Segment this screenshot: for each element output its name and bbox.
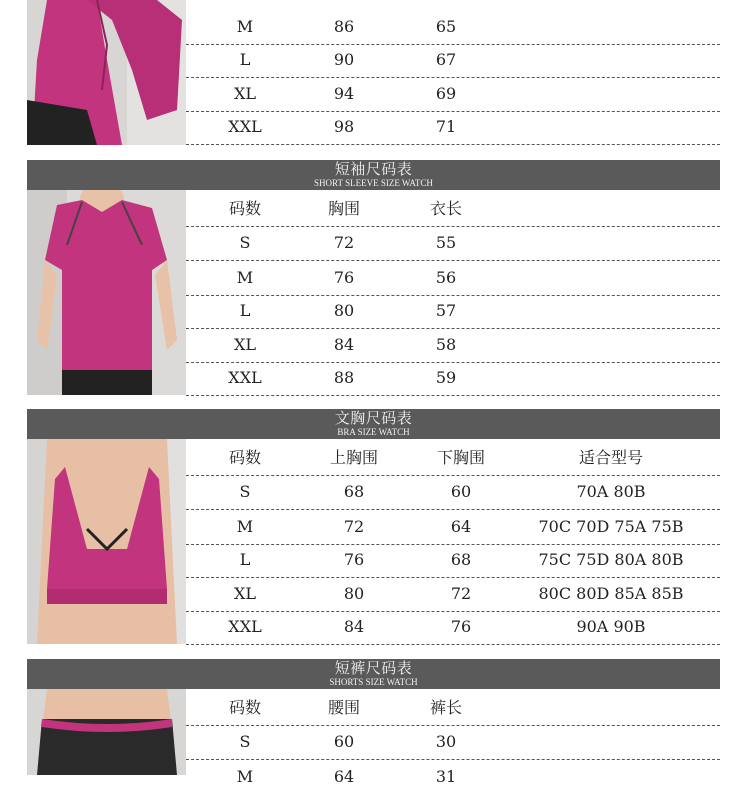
length-cell: 31 [435, 767, 457, 786]
upper-chest-cell: 76 [343, 550, 365, 569]
fit-sizes-cell: 70C 70D 75A 75B [538, 517, 684, 536]
under-chest-cell: 64 [450, 517, 472, 536]
short-sleeve-header [27, 160, 720, 190]
chest-cell: 76 [333, 268, 355, 287]
length-cell: 71 [435, 117, 457, 136]
length-cell: 58 [435, 335, 457, 354]
fit-sizes-cell: 75C 75D 80A 80B [538, 550, 684, 569]
table-row [186, 760, 720, 794]
size-cell: XXL [228, 117, 262, 136]
waist-cell: 64 [333, 767, 355, 786]
size-cell: S [239, 233, 251, 252]
table-row [186, 226, 720, 261]
upper-chest-cell: 72 [343, 517, 365, 536]
bra-photo [27, 439, 186, 644]
size-cell: XXL [228, 617, 262, 636]
upper-chest-cell: 84 [343, 617, 365, 636]
column-header-chest: 胸围 [327, 199, 360, 218]
size-cell: XL [233, 335, 256, 354]
under-chest-cell: 72 [450, 584, 472, 603]
short-sleeve-title: 短袖尺码表 [334, 160, 413, 178]
table-row [186, 294, 720, 329]
chest-cell: 90 [333, 50, 355, 69]
table-row [186, 77, 720, 112]
column-header-size: 码数 [228, 698, 261, 717]
shorts-subtitle: SHORTS SIZE WATCH [329, 677, 418, 687]
size-cell: XL [233, 84, 256, 103]
fit-sizes-cell: 90A 90B [576, 617, 646, 636]
chest-cell: 80 [333, 301, 355, 320]
length-cell: 55 [435, 233, 457, 252]
table-row [186, 43, 720, 78]
table-row [186, 610, 720, 645]
size-cell: XXL [228, 368, 262, 387]
shorts-header [27, 659, 720, 689]
table-row [186, 261, 720, 296]
length-cell: 57 [435, 301, 457, 320]
column-header-waist: 腰围 [327, 698, 360, 717]
length-cell: 65 [435, 17, 457, 36]
table-row [186, 328, 720, 363]
bra-title: 文胸尺码表 [334, 409, 413, 427]
column-header-size: 码数 [228, 448, 261, 467]
size-cell: XL [233, 584, 256, 603]
jacket-photo [27, 0, 186, 145]
size-cell: M [236, 517, 254, 536]
chest-cell: 72 [333, 233, 355, 252]
table-row [186, 361, 720, 396]
fit-sizes-cell: 80C 80D 85A 85B [538, 584, 684, 603]
size-cell: L [239, 301, 251, 320]
length-cell: 30 [435, 732, 457, 751]
tshirt-photo [27, 190, 186, 395]
size-cell: M [236, 767, 254, 786]
under-chest-cell: 60 [450, 482, 472, 501]
size-cell: L [239, 550, 251, 569]
column-header-under-chest: 下胸围 [436, 448, 485, 467]
table-row [186, 110, 720, 145]
length-cell: 67 [435, 50, 457, 69]
table-header-row [186, 192, 720, 227]
shorts-title: 短裤尺码表 [334, 659, 413, 677]
column-header-length: 衣长 [429, 199, 462, 218]
upper-chest-cell: 80 [343, 584, 365, 603]
chest-cell: 98 [333, 117, 355, 136]
size-cell: S [239, 482, 251, 501]
size-cell: S [239, 732, 251, 751]
table-row [186, 475, 720, 510]
length-cell: 56 [435, 268, 457, 287]
upper-chest-cell: 68 [343, 482, 365, 501]
table-header-row [186, 691, 720, 726]
column-header-fit-sizes: 适合型号 [578, 448, 643, 467]
table-row [186, 10, 720, 45]
column-header-upper-chest: 上胸围 [329, 448, 378, 467]
length-cell: 69 [435, 84, 457, 103]
chest-cell: 94 [333, 84, 355, 103]
column-header-size: 码数 [228, 199, 261, 218]
table-row [186, 725, 720, 760]
shorts-photo [27, 689, 186, 775]
under-chest-cell: 76 [450, 617, 472, 636]
table-row [186, 543, 720, 578]
waist-cell: 60 [333, 732, 355, 751]
short-sleeve-subtitle: SHORT SLEEVE SIZE WATCH [314, 178, 433, 188]
under-chest-cell: 68 [450, 550, 472, 569]
bra-header [27, 409, 720, 439]
table-header-row [186, 441, 720, 476]
fit-sizes-cell: 70A 80B [576, 482, 646, 501]
bra-subtitle: BRA SIZE WATCH [337, 427, 410, 437]
chest-cell: 86 [333, 17, 355, 36]
table-row [186, 577, 720, 612]
size-cell: M [236, 268, 254, 287]
table-row [186, 510, 720, 545]
column-header-length: 裤长 [429, 698, 462, 717]
chest-cell: 88 [333, 368, 355, 387]
length-cell: 59 [435, 368, 457, 387]
chest-cell: 84 [333, 335, 355, 354]
size-cell: M [236, 17, 254, 36]
size-cell: L [239, 50, 251, 69]
